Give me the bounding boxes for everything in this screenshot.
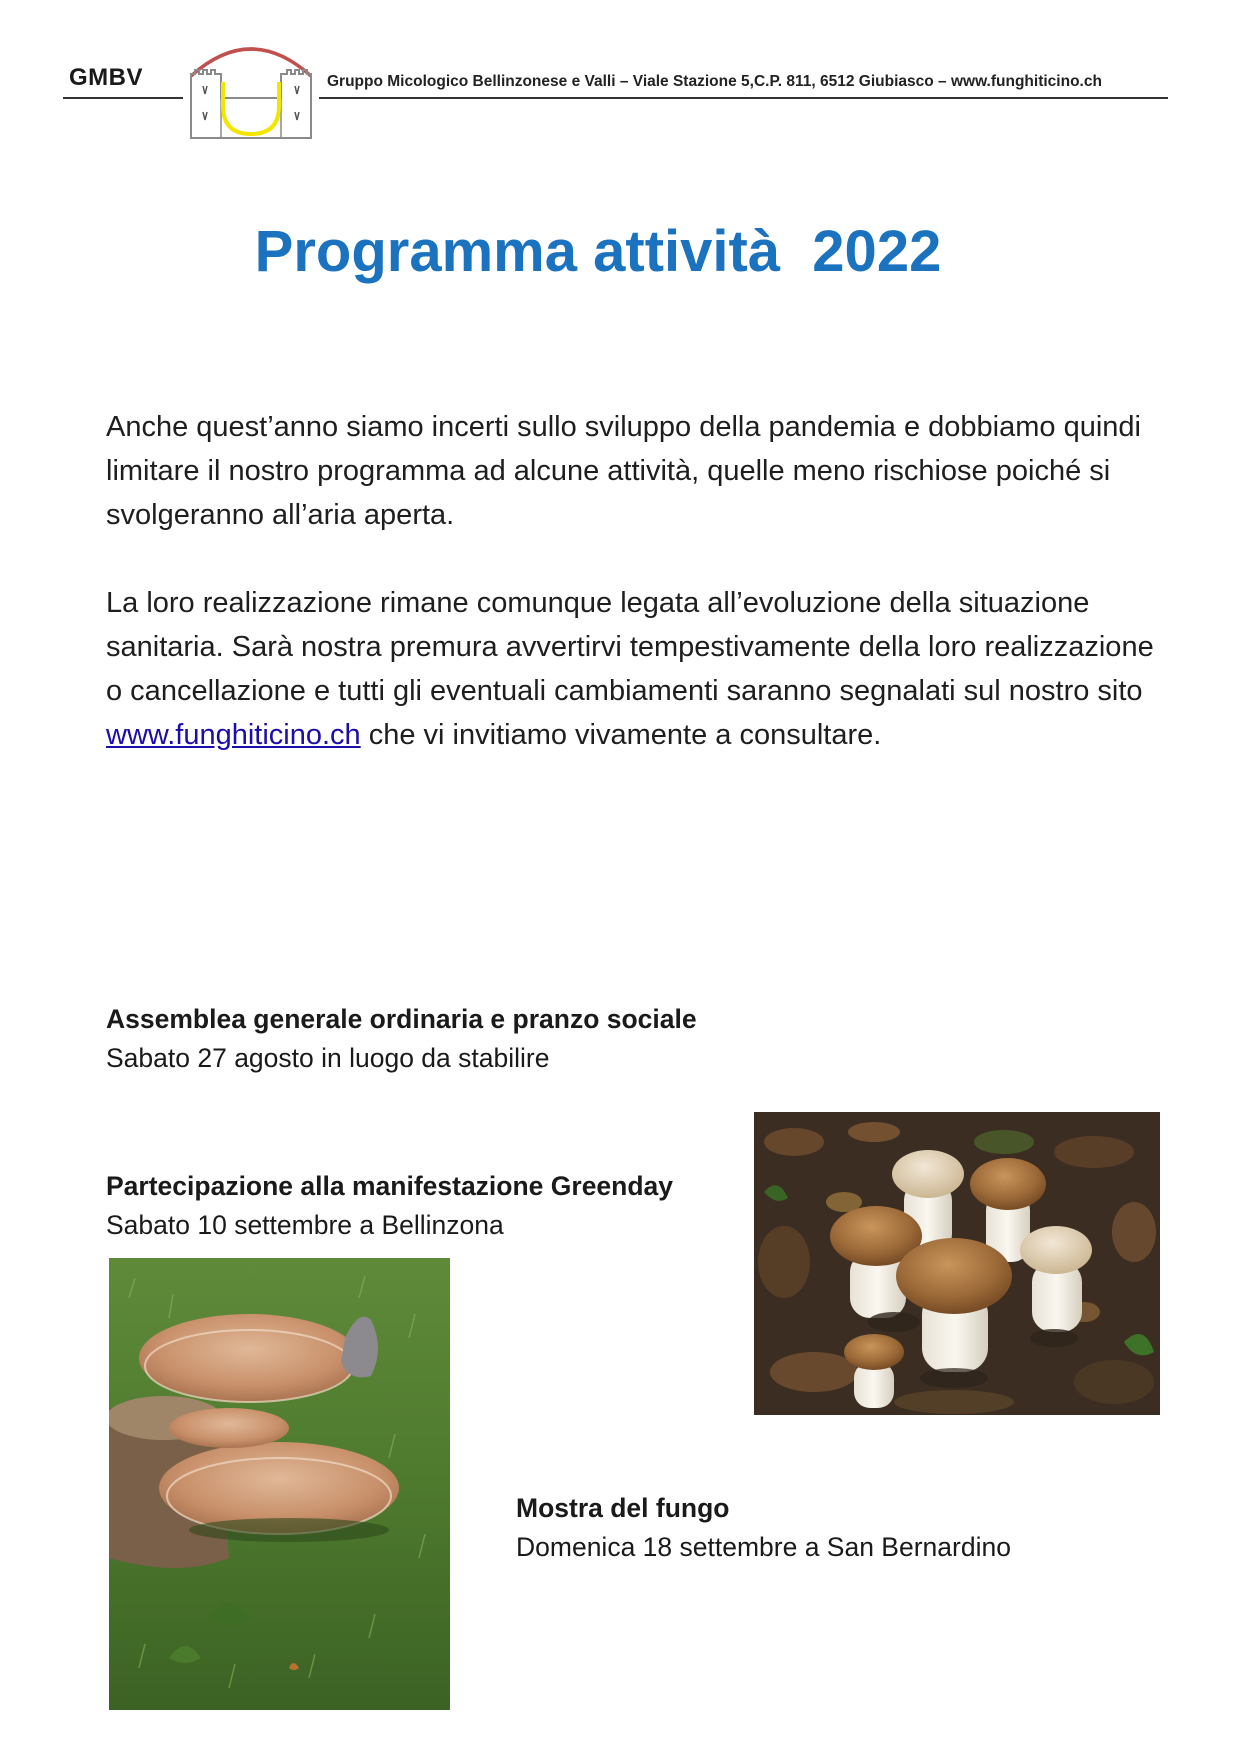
event-title-mostra: Mostra del fungo bbox=[516, 1493, 730, 1523]
intro-paragraph-2-start: La loro realizzazione rimane comunque legata all’evoluzione della situazione sanitaria. Sarà nostra premura avvertirvi tempestivamente della loro realizzazione o cancellazione e tutti gli eventuali cambiamenti saranno segnalati sul nostro sito bbox=[106, 587, 1154, 707]
organization-address-line: Gruppo Micologico Bellinzonese e Valli – Viale Stazione 5,C.P. 811, 6512 Giubiasco – www.funghiticino.ch bbox=[327, 73, 1102, 90]
porcini-mushrooms-photo bbox=[754, 1112, 1160, 1415]
event-detail-mostra: Domenica 18 settembre a San Bernardino bbox=[516, 1532, 1011, 1562]
castle-logo-icon bbox=[183, 36, 319, 142]
event-title-assemblea: Assemblea generale ordinaria e pranzo sociale bbox=[106, 1004, 697, 1034]
intro-paragraph-2 bbox=[106, 581, 1166, 757]
event-detail-greenday: Sabato 10 settembre a Bellinzona bbox=[106, 1210, 504, 1240]
org-abbreviation: GMBV bbox=[69, 64, 143, 91]
intro-paragraph-1: Anche quest’anno siamo incerti sullo sviluppo della pandemia e dobbiamo quindi limitare il nostro programma ad alcune attività, quelle meno rischiose poiché si svolgeranno all’aria aperta. bbox=[106, 411, 1141, 531]
event-title-greenday: Partecipazione alla manifestazione Greenday bbox=[106, 1171, 674, 1201]
intro-paragraph-2-end: che vi invitiamo vivamente a consultare. bbox=[360, 719, 882, 751]
page-title: Programma attività 2022 bbox=[254, 219, 942, 284]
website-link[interactable]: www.funghiticino.ch bbox=[106, 719, 361, 751]
event-detail-assemblea: Sabato 27 agosto in luogo da stabilire bbox=[106, 1043, 550, 1073]
bracket-fungus-photo bbox=[109, 1258, 450, 1710]
